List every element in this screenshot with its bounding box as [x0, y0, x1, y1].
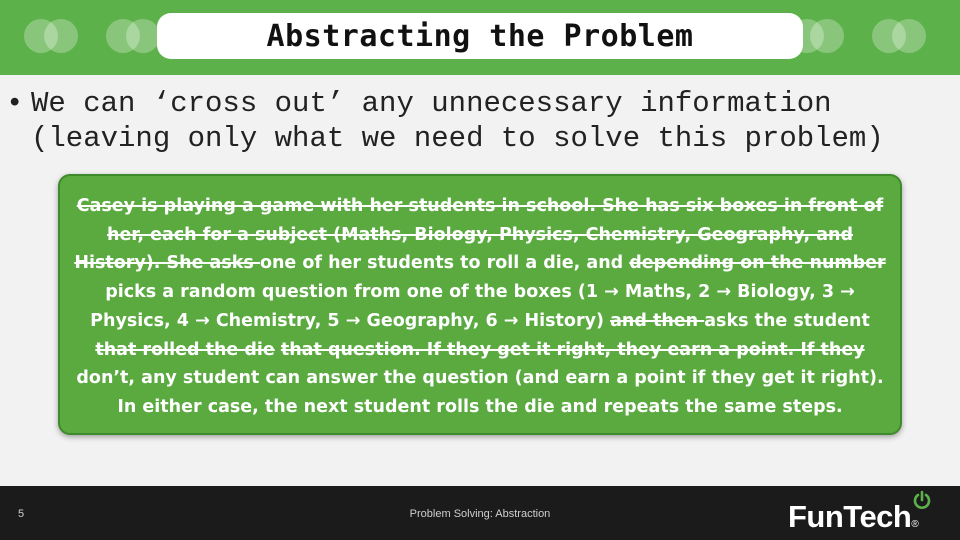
kept-text: picks a random question from one of the boxes (1 [105, 282, 605, 303]
arrow-right-icon: → [840, 282, 855, 303]
bullet-icon: • [6, 87, 24, 120]
scenario-box [58, 174, 902, 435]
kept-text: asks the student [704, 310, 870, 331]
kept-text: Biology, 3 [731, 282, 841, 303]
kept-text: don’t, any student can answer the question (and earn a point if they get it right). In either case, the next student rolls the die and repeats the same steps. [76, 368, 884, 417]
arrow-right-icon: → [503, 310, 519, 331]
decorative-circles-right-2 [872, 19, 932, 53]
funtech-logo [788, 495, 938, 535]
circle-decoration [810, 19, 844, 53]
logo-registered-mark: ® [911, 519, 919, 530]
footer-title: Problem Solving: Abstraction [409, 508, 551, 520]
arrow-right-icon: → [604, 282, 619, 303]
arrow-right-icon: → [716, 282, 732, 303]
circle-decoration [126, 19, 160, 53]
kept-text: Geography, 6 [360, 310, 504, 331]
slide-title: Abstracting the Problem [266, 18, 694, 54]
arrow-right-icon: → [195, 310, 210, 331]
bullet-point [6, 86, 956, 156]
logo-wordmark: FunTech [788, 499, 912, 534]
title-bar [0, 0, 960, 75]
power-icon [911, 489, 933, 511]
crossed-out-text: and then [610, 310, 705, 331]
slide-number: 5 [18, 508, 25, 520]
title-pill [157, 13, 803, 59]
crossed-out-text: that rolled the die [95, 339, 275, 360]
circle-decoration [892, 19, 926, 53]
crossed-out-text: depending on the number [629, 253, 886, 274]
decorative-circles-left [24, 19, 84, 53]
kept-text: Maths, 2 [618, 282, 717, 303]
bullet-text: We can ‘cross out’ any unnecessary information (leaving only what we need to solve this problem) [31, 87, 884, 155]
kept-text: Chemistry, 5 [209, 310, 346, 331]
kept-text: one of her students to roll a die, and [259, 253, 630, 274]
kept-text: Physics, 4 [90, 310, 196, 331]
arrow-right-icon: → [345, 310, 361, 331]
kept-text: History) [518, 310, 611, 331]
crossed-out-text: that question. If they get it right, they earn a point. If they [280, 339, 865, 360]
logo-text [788, 499, 918, 535]
circle-decoration [44, 19, 78, 53]
crossed-out-text: Casey is playing a game with her students in school. She has six boxes in front of her, each for a subject (Maths, Biology, Physics, Chemistry, Geography, and History). She asks [74, 196, 884, 274]
